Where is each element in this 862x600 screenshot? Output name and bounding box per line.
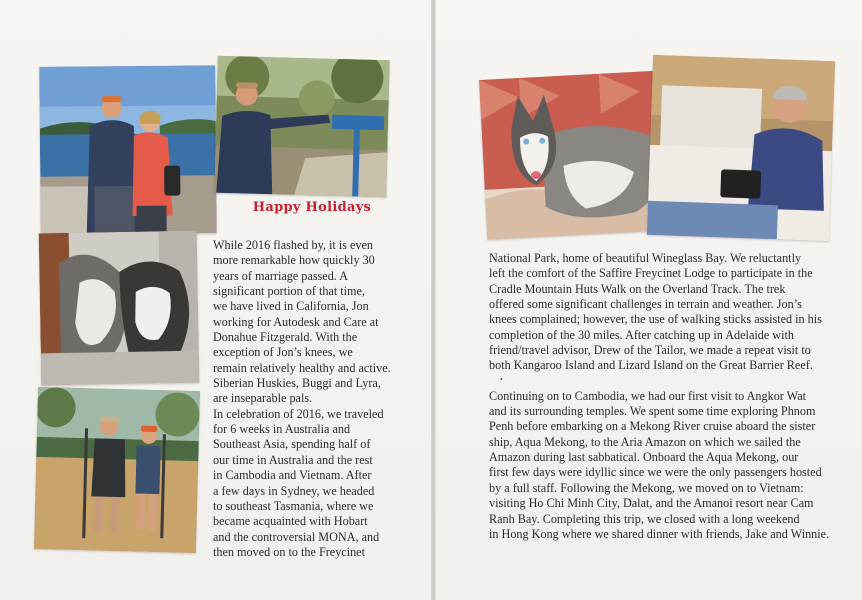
text-line: In celebration of 2016, we traveled xyxy=(213,406,384,421)
text-line: became acquainted with Hobart xyxy=(213,514,368,529)
greeting-title: Happy Holidays xyxy=(252,200,372,215)
text-line: Siberian Huskies, Buggi and Lyra, xyxy=(213,376,381,391)
text-line: our time in Australia and the rest xyxy=(213,452,373,467)
text-line: Donahue Fitzgerald. With the xyxy=(213,330,358,345)
text-line: are inseparable pals. xyxy=(213,391,313,406)
text-line: and its surrounding temples. We spent some time exploring Phnom xyxy=(489,404,816,419)
text-line: left the comfort of the Saffire Freycinet Lodge to participate in the xyxy=(489,266,813,281)
couple-with-walking-sticks-photo xyxy=(34,387,200,553)
text-line: more remarkable how quickly 30 xyxy=(213,253,375,268)
text-line: for 6 weeks in Australia and xyxy=(213,422,351,437)
text-line: Penh before embarking on a Mekong River cruise aboard the sister xyxy=(489,419,816,434)
text-line: Continuing on to Cambodia, we had our first visit to Angkor Wat xyxy=(489,388,806,403)
text-line: While 2016 flashed by, it is even xyxy=(213,238,373,252)
stray-mark: • xyxy=(500,374,503,384)
text-line: Cradle Mountain Huts Walk on the Overland Track. The trek xyxy=(489,281,786,296)
text-line: offered some significant challenges in terrain and weather. Jon’s xyxy=(489,297,802,312)
text-line: both Kangaroo Island and Lizard Island on the Great Barrier Reef. xyxy=(489,358,813,373)
text-line: then moved on to the Freycinet xyxy=(213,544,365,559)
text-line: remain relatively healthy and active. xyxy=(213,360,391,375)
text-line: knees complained; however, the use of walking sticks assisted in his xyxy=(489,312,822,327)
text-line: in Hong Kong where we shared dinner with friends, Jake and Winnie. xyxy=(489,526,830,541)
text-line: exception of Jon’s knees, we xyxy=(213,345,353,360)
right-page-text xyxy=(489,251,839,542)
text-line: ship, Aqua Mekong, to the Aria Amazon on which we sailed the xyxy=(489,434,801,449)
text-line: in Cambodia and Vietnam. After xyxy=(213,468,372,483)
man-at-trail-sign-photo xyxy=(214,56,390,197)
text-line: completion of the 30 miles. After catching up in Adelaide with xyxy=(489,327,794,342)
two-huskies-photo xyxy=(39,231,200,386)
text-line: visiting Ho Chi Minh City, Dalat, and the Amanoi resort near Cam xyxy=(489,496,814,511)
text-line: working for Autodesk and Care at xyxy=(213,314,379,329)
text-line: a few days in Sydney, we headed xyxy=(213,483,375,498)
text-line: first few days were idyllic since we were the only passengers hosted xyxy=(489,465,822,480)
text-line: we have lived in California, Jon xyxy=(213,299,369,314)
text-line: Amazon during last sabbatical. Onboard the Aqua Mekong, our xyxy=(489,450,799,465)
text-line: Southeast Asia, spending half of xyxy=(213,437,371,452)
text-line: National Park, home of beautiful Wineglass Bay. We reluctantly xyxy=(489,251,802,265)
text-line: by a full staff. Following the Mekong, we moved on to Vietnam: xyxy=(489,480,804,495)
text-line: friend/travel advisor, Drew of the Tailor, we made a repeat visit to xyxy=(489,343,811,358)
text-line: significant portion of that time, xyxy=(213,284,365,299)
text-line: years of marriage passed. A xyxy=(213,268,349,283)
left-page-text xyxy=(213,238,413,560)
text-line: and the controversial MONA, and xyxy=(213,529,380,544)
text-line: to southeast Tasmania, where we xyxy=(213,498,374,513)
text-line: Ranh Bay. Completing this trip, we closed with a long weekend xyxy=(489,511,800,526)
man-with-tablet-photo xyxy=(647,55,835,241)
husky-on-pillow-photo xyxy=(479,70,673,240)
couple-at-harbor-photo xyxy=(39,65,216,235)
